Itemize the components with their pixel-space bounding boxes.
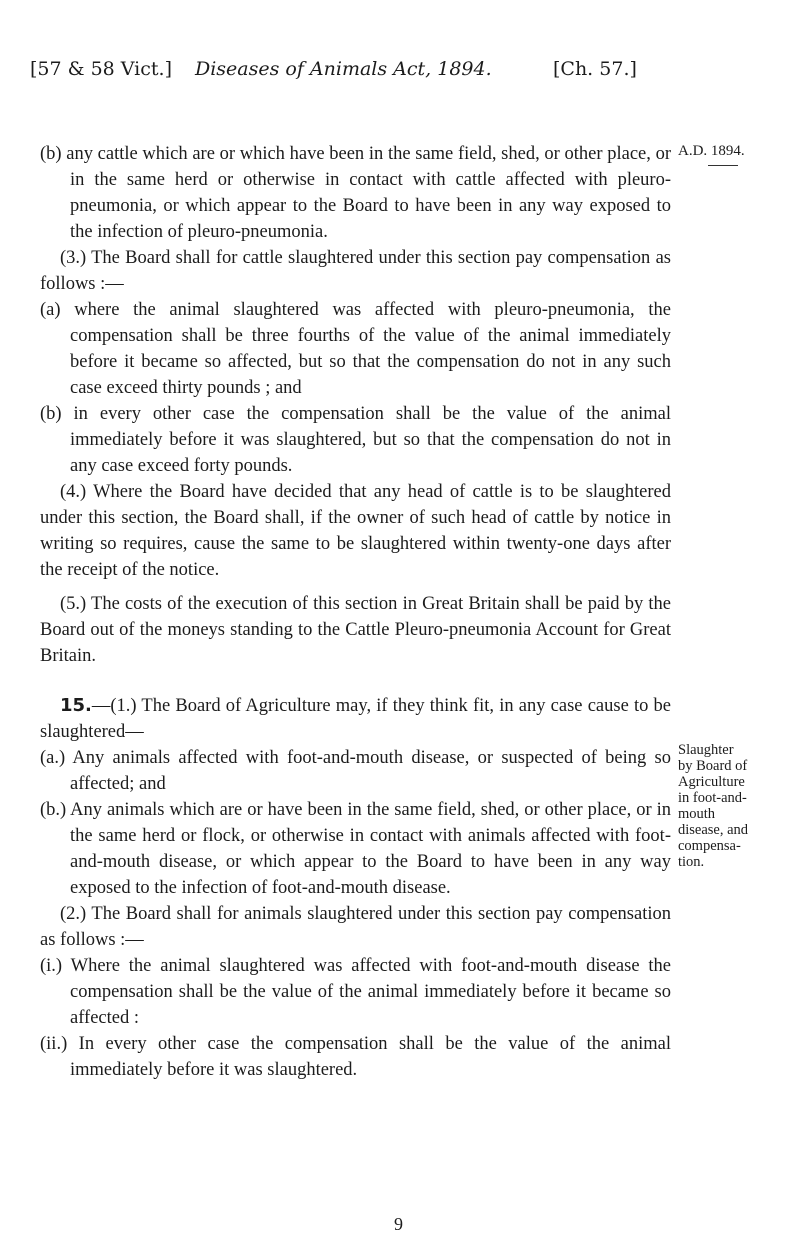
section-15-text: —(1.) The Board of Agriculture may, if they think fit, in any case cause to be slaughtered— — [40, 696, 671, 742]
paragraph-subsection-5: (5.) The costs of the execution of this section in Great Britain shall be paid by the Board out of the moneys standing to the Cattle Pleuro-pneumonia Account for Great Britain. — [40, 594, 671, 666]
header-chapter: [Ch. 57.] — [553, 58, 637, 80]
paragraph-clause-ii: (ii.) In every other case the compensation shall be the value of the animal immediately before it was slaughtered. — [40, 1034, 671, 1080]
margin-year-rule — [708, 165, 738, 166]
header-act-title: Diseases of Animals Act, 1894. — [195, 58, 492, 80]
paragraph-clause-b-fmd: (b.) Any animals which are or have been in the same field, shed, or other place, or in the same herd or flock, or otherwise in contact with animals affected with foot-and-mouth disease, or which appear to the Board to have been in any way exposed to the infection of foot-and-mouth disease. — [40, 800, 671, 898]
margin-note-line: by Board of — [678, 758, 748, 774]
margin-note — [678, 742, 796, 870]
body-text — [40, 141, 671, 1083]
header-regnal-year: [57 & 58 Vict.] — [30, 58, 172, 80]
margin-note-line: mouth — [678, 806, 716, 822]
page-number: 9 — [394, 1214, 403, 1234]
margin-note-line: tion. — [678, 854, 705, 870]
margin-note-line: Agriculture — [678, 774, 745, 790]
section-15-heading — [40, 693, 671, 745]
paragraph-subsection-4: (4.) Where the Board have decided that any head of cattle is to be slaughtered under this section, the Board shall, if the owner of such head of cattle by notice in writing so requires, cause the same to be slaughtered within twenty-one days after the receipt of the notice. — [40, 482, 671, 580]
paragraph-clause-i: (i.) Where the animal slaughtered was affected with foot-and-mouth disease the compensation shall be the value of the animal immediately before it became so affected : — [40, 956, 671, 1028]
paragraph-clause-b: (b) in every other case the compensation shall be the value of the animal immediately before it was slaughtered, but so that the compensation do not in any case exceed forty pounds. — [40, 404, 671, 476]
paragraph-clause-a: (a) where the animal slaughtered was affected with pleuro-pneumonia, the compensation shall be three fourths of the value of the animal immediately before it became so affected, but so that the compensation do not in any such case exceed thirty pounds ; and — [40, 300, 671, 398]
margin-note-line: disease, and — [678, 822, 749, 838]
margin-note-line: compensa- — [678, 838, 741, 854]
paragraph-clause-a-fmd: (a.) Any animals affected with foot-and-mouth disease, or suspected of being so affected; and — [40, 748, 671, 794]
margin-note-line: Slaughter — [678, 742, 734, 758]
section-number: 15. — [60, 695, 92, 716]
margin-year: A.D. 1894. — [678, 143, 745, 159]
paragraph-subsection-2: (2.) The Board shall for animals slaughtered under this section pay compensation as follows :— — [40, 904, 671, 950]
margin-note-line: in foot-and- — [678, 790, 747, 806]
paragraph-subsection-3: (3.) The Board shall for cattle slaughtered under this section pay compensation as follows :— — [40, 248, 671, 294]
paragraph-subsection-b: (b) any cattle which are or which have been in the same field, shed, or other place, or in the same herd or otherwise in contact with cattle affected with pleuro-pneumonia, or which appear to the Board to have been in any way exposed to the infection of pleuro-pneumonia. — [40, 144, 671, 242]
